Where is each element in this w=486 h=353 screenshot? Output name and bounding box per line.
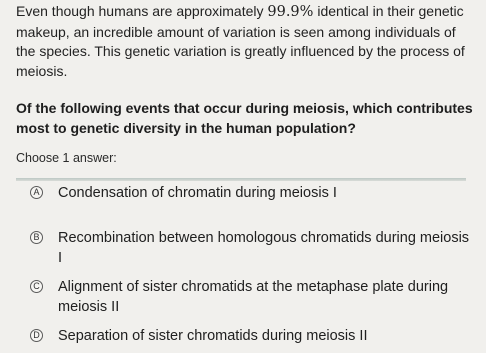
percentage-value: 99.9% [267, 4, 314, 20]
choice-c-radio-icon[interactable]: C [30, 280, 43, 293]
choice-b-label: Recombination between homologous chromatids during meiosis I [58, 230, 470, 266]
passage-part-1: Even though humans are approximately [16, 3, 268, 19]
passage-part-2: identical in their genetic makeup, an incredible amount of variation is seen among individuals of the species. This genetic variation is greatly influenced by the process of meiosis. [16, 3, 465, 79]
question-prompt: Of the following events that occur during meiosis, which contributes most to genetic diversity in the human population? [16, 100, 473, 136]
choice-a-label: Condensation of chromatin during meiosis I [58, 185, 337, 201]
choice-a-radio-icon[interactable]: A [30, 186, 43, 199]
choice-c-label: Alignment of sister chromatids at the metaphase plate during meiosis II [58, 279, 449, 315]
choice-d-radio-icon[interactable]: D [30, 329, 43, 342]
divider [16, 178, 466, 181]
choice-b-radio-icon[interactable]: B [30, 231, 43, 244]
choice-d-label: Separation of sister chromatids during meiosis II [58, 328, 368, 344]
answer-instruction: Choose 1 answer: [16, 151, 117, 165]
passage-text [16, 2, 478, 81]
